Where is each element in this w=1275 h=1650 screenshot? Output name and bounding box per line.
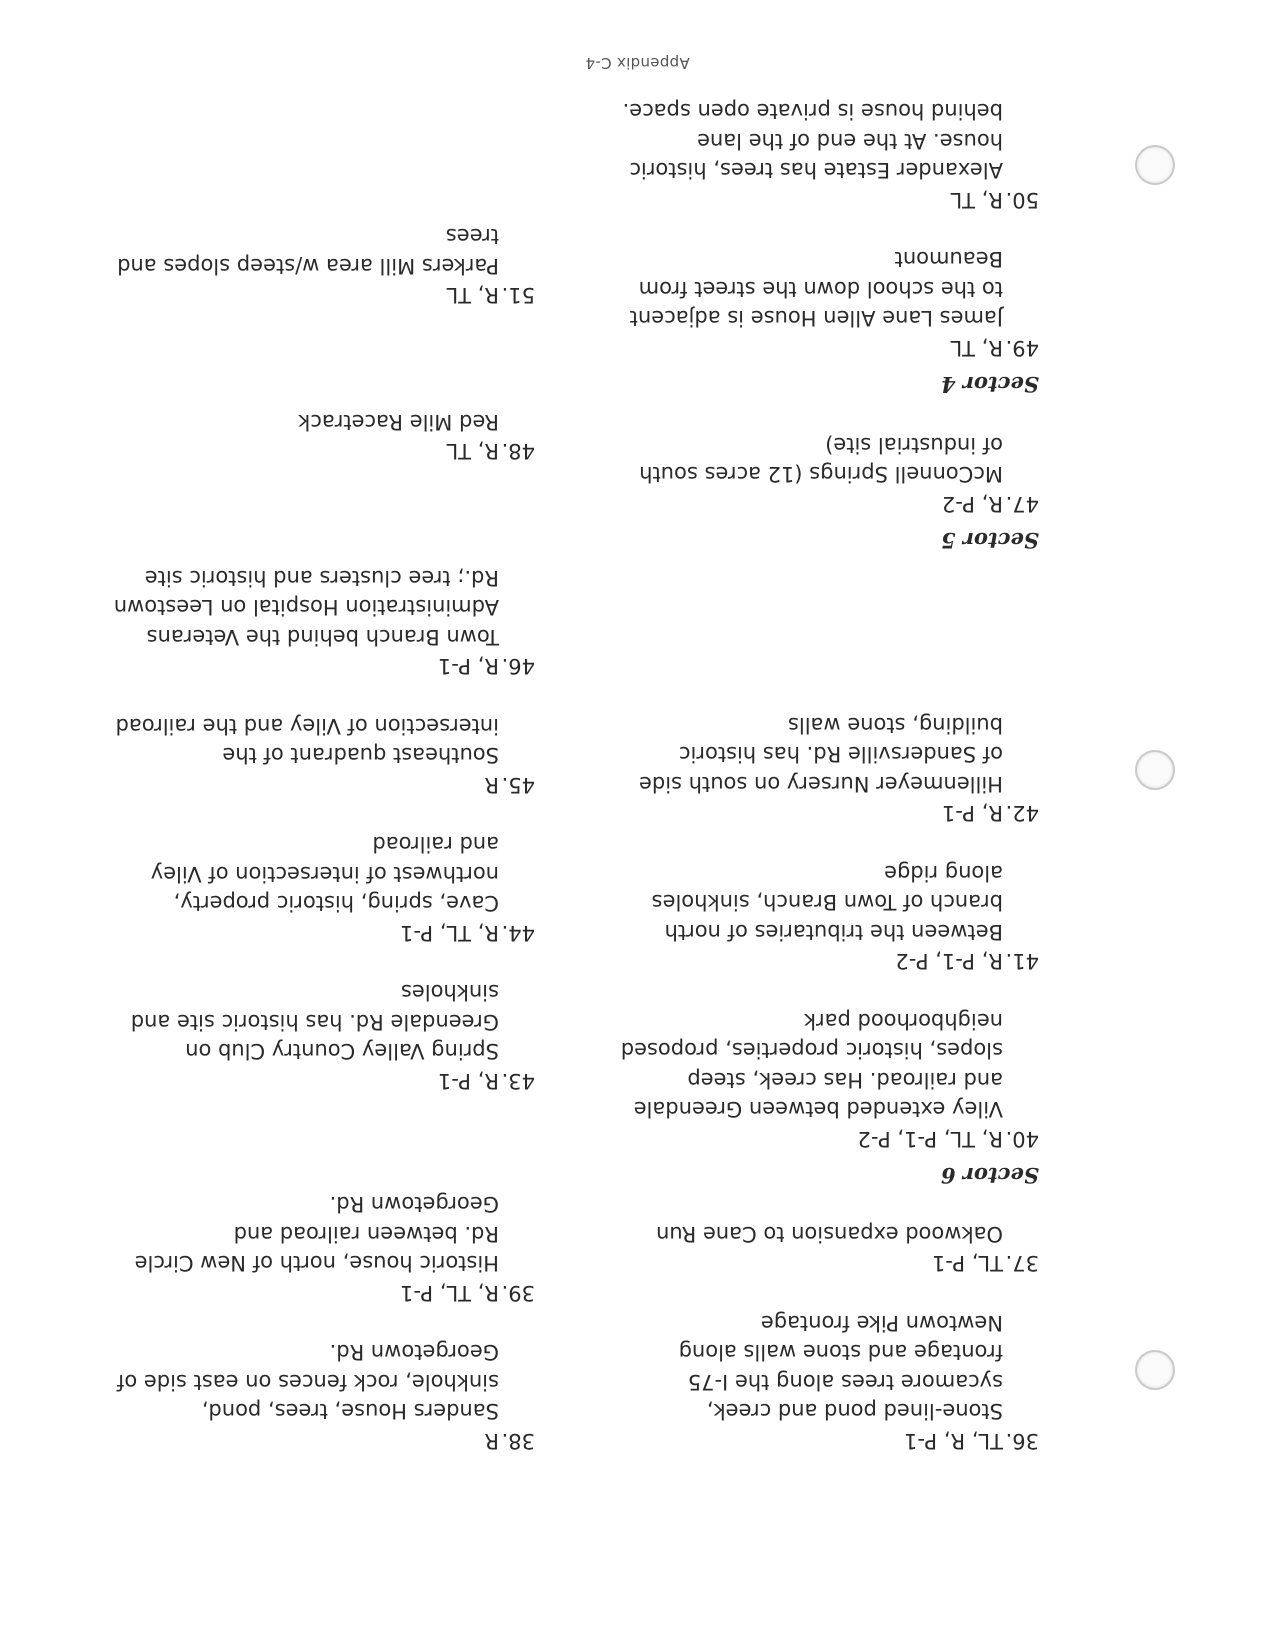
entry-line: Historic house, north of New Circle (134, 1251, 499, 1276)
entry-39 (105, 1189, 535, 1307)
entry-line: frontage and stone walls along (678, 1340, 1003, 1365)
entry-number: 51. (501, 283, 535, 308)
entry-number: 47. (1005, 492, 1039, 516)
entry-line: Georgetown Rd. (329, 1340, 499, 1365)
entry-number: 37. (1005, 1251, 1039, 1276)
entry-codes: R, TL (446, 439, 499, 464)
entry-50 (619, 96, 1039, 214)
entry-line: branch of Town Branch, sinkholes (651, 890, 1003, 915)
entry-number: 45. (501, 773, 535, 797)
entry-line: neighborhood park (803, 1009, 1003, 1033)
entry-line: Sanders House, trees, pond, (201, 1399, 499, 1424)
entry-number: 46. (501, 654, 535, 679)
entry-line: Rd.; tree clusters and historic site (144, 566, 499, 590)
entry-line: house. At the end of the lane (697, 129, 1003, 153)
entry-codes: R, TL, P-1 (400, 921, 499, 945)
entry-codes: R, TL, P-1, P-2 (857, 1127, 1003, 1151)
entry-line: Red Mile Racetrack (298, 410, 499, 434)
entry-line: Beaumont (894, 247, 1003, 272)
entry-line: Hillenmeyer Nursery on south side (639, 772, 1003, 796)
entry-line: trees (445, 224, 499, 249)
entry-line: Alexander Estate has trees, historic (629, 158, 1003, 183)
entry-codes: R, P-1, P-2 (895, 949, 1003, 974)
page-footer: Appendix C-4 (585, 54, 690, 72)
entry-51 (105, 221, 535, 310)
entry-43 (105, 977, 535, 1095)
entry-40 (619, 1006, 1039, 1154)
binder-hole-top (1135, 1350, 1175, 1390)
entry-codes: TL, P-1 (931, 1251, 1003, 1276)
entry-line: Administration Hospital on Leestown (113, 595, 499, 620)
entry-codes: TL, R, P-1 (904, 1429, 1003, 1453)
entry-codes: R, TL (950, 336, 1003, 360)
entry-44 (105, 829, 535, 947)
entry-codes: R (484, 773, 499, 797)
entry-line: Greendale Rd. has historic site and (130, 1010, 499, 1034)
entry-line: and railroad. Has creek, steep (687, 1068, 1003, 1092)
entry-line: of Sandersville Rd. has historic (678, 742, 1003, 767)
entry-42 (619, 710, 1039, 828)
sector-heading: Sector 4 (940, 372, 1039, 398)
entry-line: of industrial site) (825, 433, 1003, 457)
entry-number: 48. (501, 439, 535, 464)
entry-36 (619, 1308, 1039, 1456)
entry-codes: R, TL (950, 188, 1003, 212)
entry-line: Oakwood expansion to Cane Run (656, 1222, 1003, 1246)
entry-number: 49. (1005, 336, 1039, 360)
entry-line: Stone-lined pond and creek, (706, 1399, 1003, 1424)
entry-number: 41. (1005, 949, 1039, 974)
entry-line: Parkers Mill area w/steep slopes and (117, 254, 499, 278)
right-column (105, 221, 535, 1455)
entry-number: 39. (501, 1281, 535, 1305)
entry-number: 50. (1005, 188, 1039, 212)
entry-line: and railroad (372, 832, 499, 857)
entry-number: 38. (501, 1429, 535, 1453)
entry-41 (619, 858, 1039, 976)
entry-codes: R, TL, P-1 (400, 1281, 499, 1305)
entry-line: Town Branch behind the Veterans (146, 625, 499, 649)
entry-45 (105, 711, 535, 800)
entry-line: sinkholes (400, 980, 499, 1005)
entry-codes: R, P-2 (941, 492, 1003, 516)
entry-46 (105, 563, 535, 681)
entry-number: 40. (1005, 1127, 1039, 1151)
entry-line: Viley extended between Greendale (633, 1097, 1003, 1122)
entry-line: sinkhole, rock fences on east side of (116, 1370, 499, 1394)
entry-number: 42. (1005, 801, 1039, 826)
entry-line: Between the tributaries of north (664, 920, 1003, 944)
entry-codes: R, TL (446, 283, 499, 308)
entry-codes: R, P-1 (437, 1069, 499, 1093)
entry-line: to the school down the street from (638, 277, 1003, 301)
sector-heading: Sector 6 (940, 1163, 1039, 1189)
entry-line: intersection of Viley and the railroad (115, 714, 499, 738)
entry-38 (105, 1337, 535, 1455)
entry-line: Newtown Pike frontage (760, 1311, 1003, 1335)
entry-line: Georgetown Rd. (329, 1192, 499, 1217)
entry-number: 44. (501, 921, 535, 945)
left-column (619, 96, 1039, 1455)
entry-line: Southeast quadrant of the (222, 743, 499, 768)
entry-49 (619, 244, 1039, 362)
binder-hole-bottom (1135, 145, 1175, 185)
entry-line: behind house is private open space. (622, 99, 1003, 124)
entry-line: northwest of intersection of Viley (150, 862, 499, 886)
entry-line: slopes, historic properties, proposed (620, 1038, 1003, 1063)
sector-heading: Sector 5 (940, 528, 1039, 554)
entry-codes: R, P-1 (941, 801, 1003, 826)
entry-48 (105, 407, 535, 466)
entry-number: 36. (1005, 1429, 1039, 1453)
entry-codes: R (484, 1429, 499, 1453)
entry-number: 43. (501, 1069, 535, 1093)
entry-line: Spring Valley Country Club on (185, 1039, 499, 1064)
entry-line: building, stone walls (787, 713, 1003, 737)
entry-line: McConnell Springs (12 acres south (639, 462, 1003, 487)
entry-line: sycamore trees along the I-75 (687, 1370, 1003, 1394)
entry-line: Rd. between railroad and (233, 1222, 499, 1246)
entry-codes: R, P-1 (437, 654, 499, 679)
binder-hole-middle (1135, 750, 1175, 790)
entry-47 (619, 430, 1039, 519)
entry-line: Cave, spring, historic property, (173, 891, 499, 916)
entry-line: along ridge (884, 861, 1003, 885)
entry-37 (619, 1219, 1039, 1278)
entry-line: James Lane Allen House is adjacent (629, 306, 1003, 331)
